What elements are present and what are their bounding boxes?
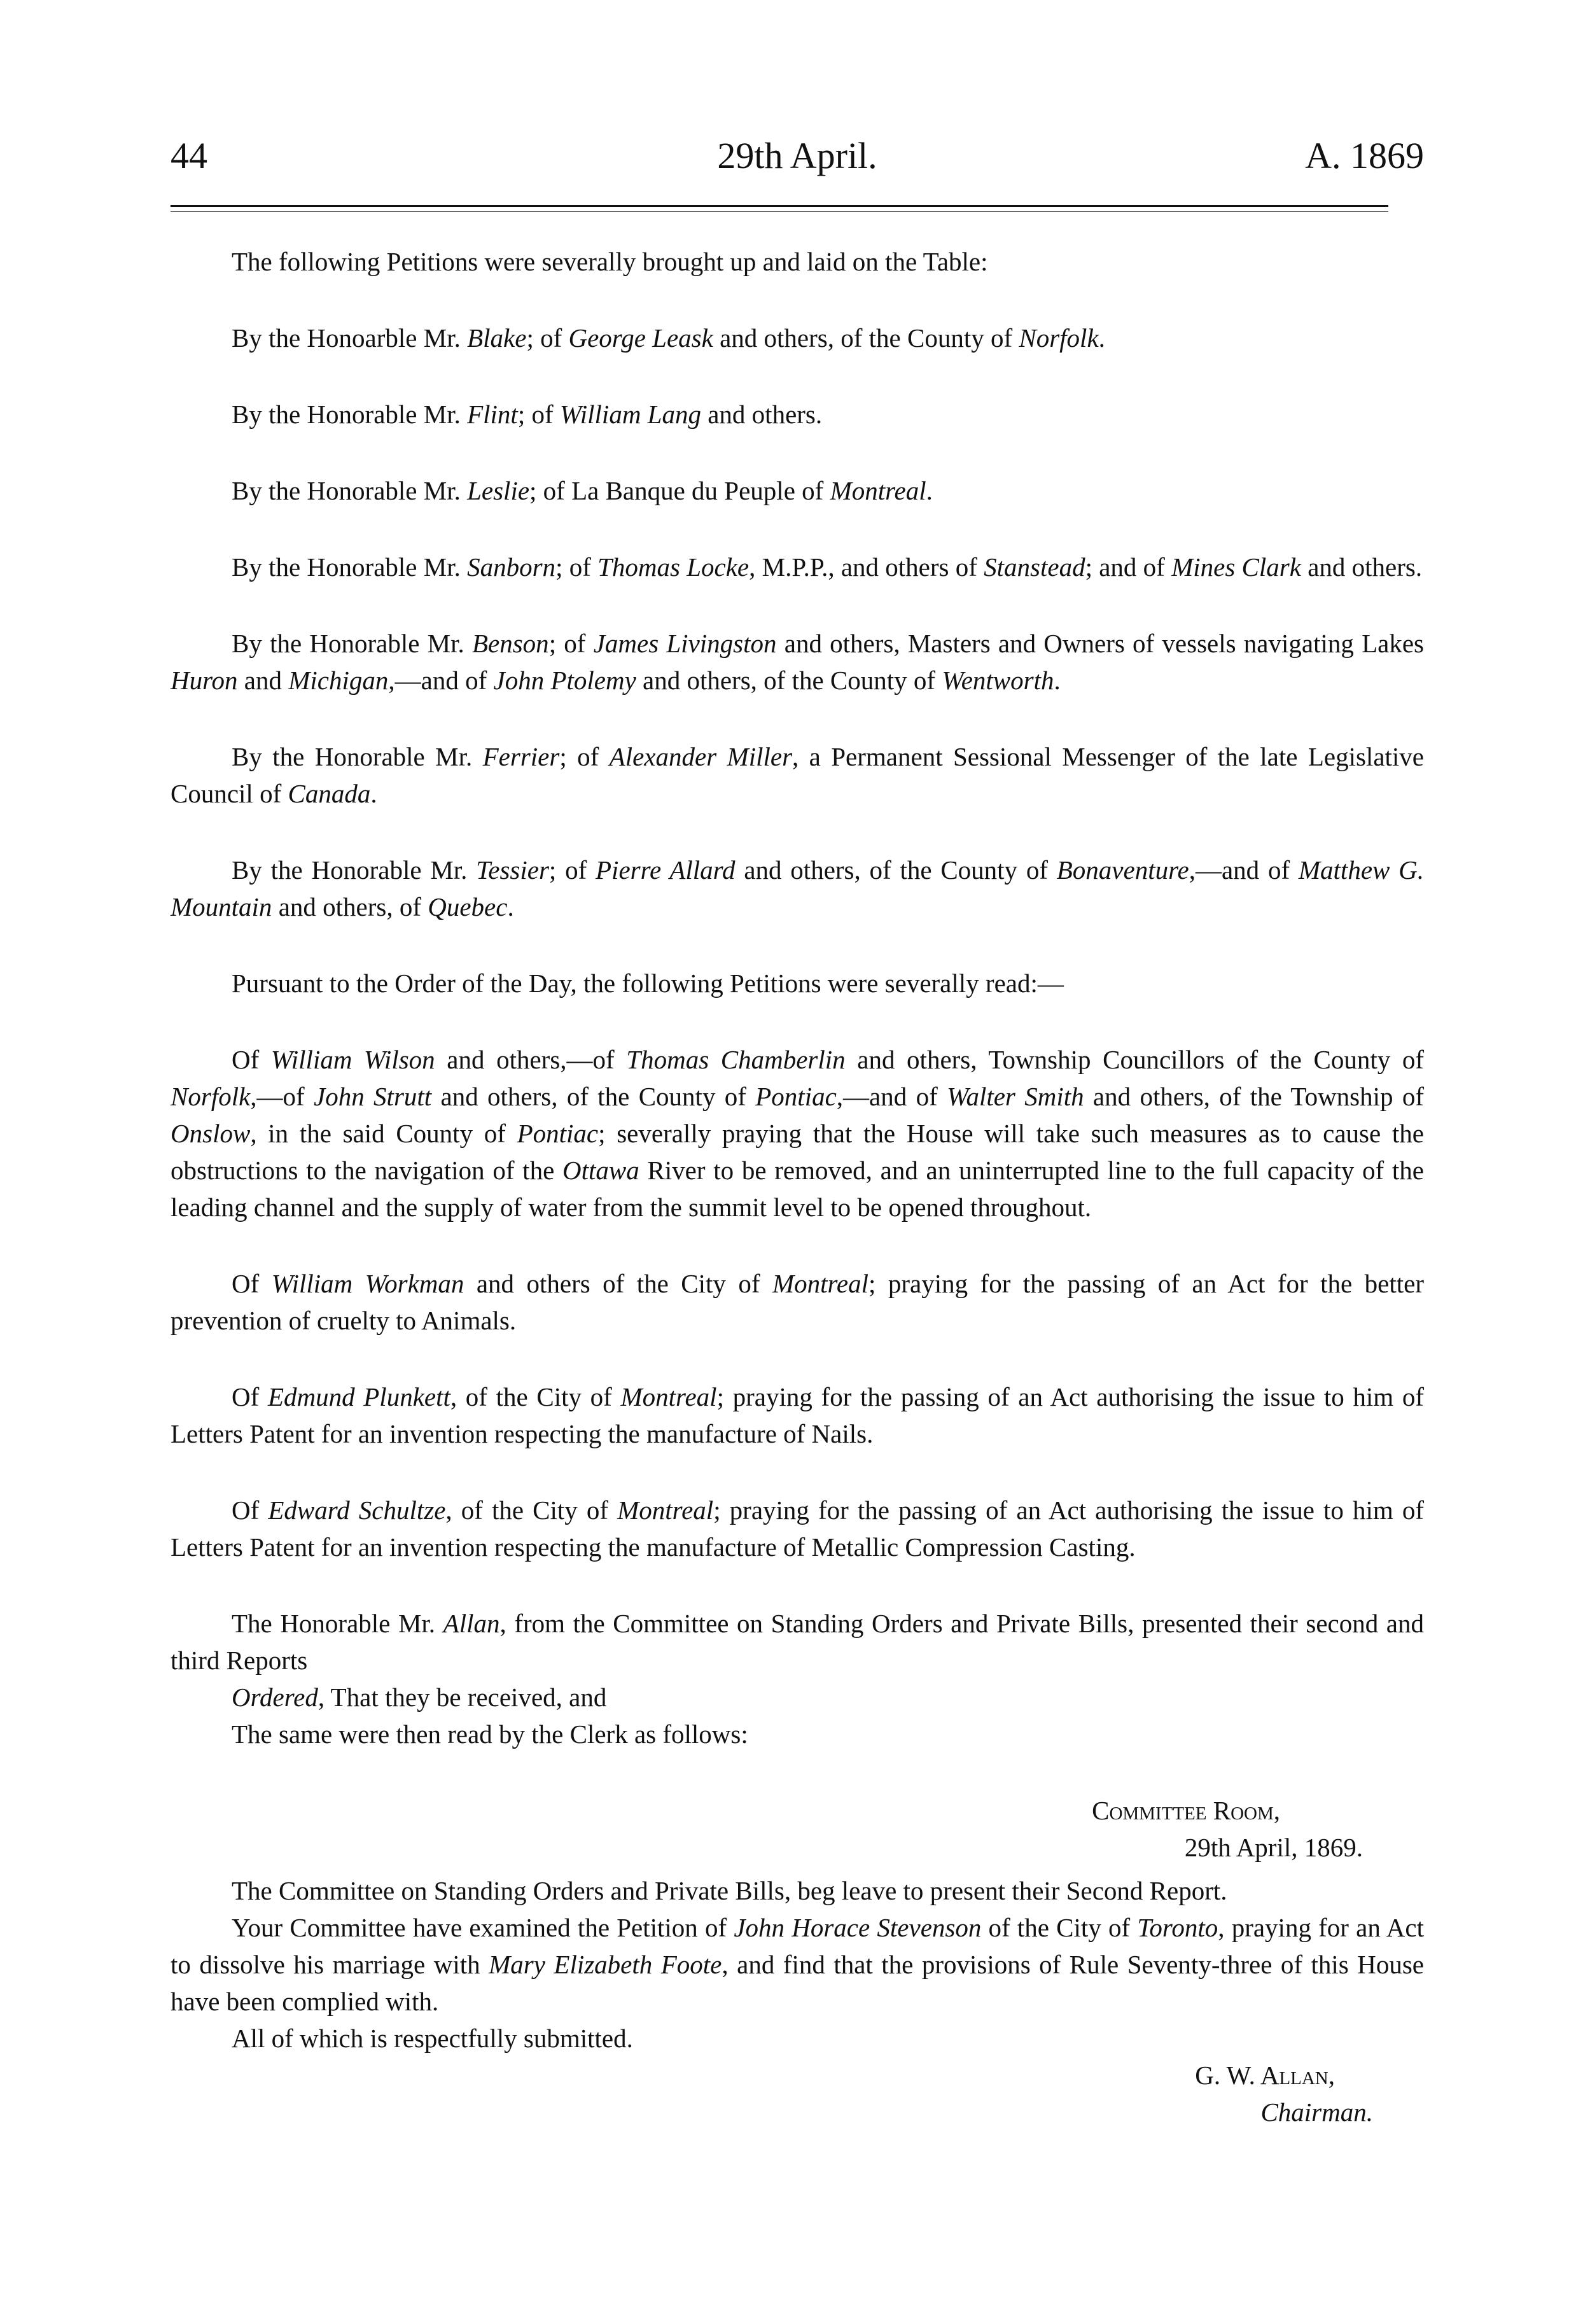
- report-place: Committee Room,: [1092, 1796, 1280, 1825]
- header-rule: [171, 205, 1388, 207]
- intro-paragraph: The following Petitions were severally brought up and laid on the Table:: [232, 247, 988, 276]
- petition-schultze: Of Edward Schultze, of the City of Montreal; praying for the passing of an Act authorising the issue to him of Letters Patent for an invention respecting the manufacture of Metallic Compression Casting.: [171, 1495, 1424, 1562]
- petition-flint: By the Honorable Mr. Flint; of William Lang and others.: [232, 400, 823, 429]
- petition-wilson: Of William Wilson and others,—of Thomas Chamberlin and others, Township Councillors of the County of Norfolk,—of John Strutt and others, of the County of Pontiac,—and of Walter Smith and others, of the Township of Onslow, in the said County of Pontiac; severally praying that the House will take such measures as to cause the obstructions to the navigation of the Ottawa River to be removed, and an uninterrupted line to the full capacity of the leading channel and the supply of water from the summit level to be opened throughout.: [171, 1045, 1425, 1222]
- ordered-line: Ordered, That they be received, and: [232, 1683, 607, 1712]
- report-date: 29th April, 1869.: [1184, 1833, 1363, 1862]
- signer-title: Chairman.: [1260, 2097, 1373, 2127]
- petition-plunkett: Of Edmund Plunkett, of the City of Montreal; praying for the passing of an Act authorising the issue to him of Letters Patent for an invention respecting the manufacture of Nails.: [171, 1382, 1424, 1448]
- petition-ferrier: By the Honorable Mr. Ferrier; of Alexander Miller, a Permanent Sessional Messenger of the late Legislative Council of Canada.: [171, 742, 1424, 808]
- page-number: 44: [171, 135, 207, 176]
- petition-blake: By the Honoarble Mr. Blake; of George Leask and others, of the County of Norfolk.: [232, 323, 1105, 353]
- report-body: Your Committee have examined the Petition of John Horace Stevenson of the City of Toronto, praying for an Act to dissolve his marriage with Mary Elizabeth Foote, and find that the provisions of Rule Seventy-three of this House have been complied with.: [171, 1913, 1425, 2016]
- order-of-day: Pursuant to the Order of the Day, the following Petitions were severally read:—: [232, 969, 1064, 998]
- header-date: 29th April.: [717, 135, 877, 176]
- header-year: A. 1869: [1305, 135, 1424, 176]
- signature-block: [171, 2057, 1373, 2131]
- report-heading: [171, 1792, 1363, 1866]
- allan-report-paragraph: The Honorable Mr. Allan, from the Committee on Standing Orders and Private Bills, presented their second and third Reports: [171, 1609, 1425, 1675]
- report-first-line: The Committee on Standing Orders and Private Bills, beg leave to present their Second Report.: [232, 1876, 1227, 1905]
- petition-sanborn: By the Honorable Mr. Sanborn; of Thomas Locke, M.P.P., and others of Stanstead; and of Mines Clark and others.: [232, 552, 1423, 582]
- report-submitted: All of which is respectfully submitted.: [232, 2024, 633, 2053]
- petition-workman: Of William Workman and others of the City of Montreal; praying for the passing of an Act for the better prevention of cruelty to Animals.: [171, 1269, 1425, 1335]
- petition-benson: By the Honorable Mr. Benson; of James Livingston and others, Masters and Owners of vessels navigating Lakes Huron and Michigan,—and of John Ptolemy and others, of the County of Wentworth.: [171, 629, 1424, 695]
- page-header: [171, 127, 1424, 185]
- petition-leslie: By the Honorable Mr. Leslie; of La Banque du Peuple of Montreal.: [232, 476, 933, 505]
- petition-tessier: By the Honorable Mr. Tessier; of Pierre Allard and others, of the County of Bonaventure,—and of Matthew G. Mountain and others, of Quebec.: [171, 855, 1425, 921]
- read-by-clerk-line: The same were then read by the Clerk as follows:: [232, 1719, 748, 1749]
- header-rule-thin: [171, 211, 1388, 212]
- signer-name: G. W. Allan,: [1195, 2061, 1335, 2090]
- page-body: [171, 243, 1424, 2131]
